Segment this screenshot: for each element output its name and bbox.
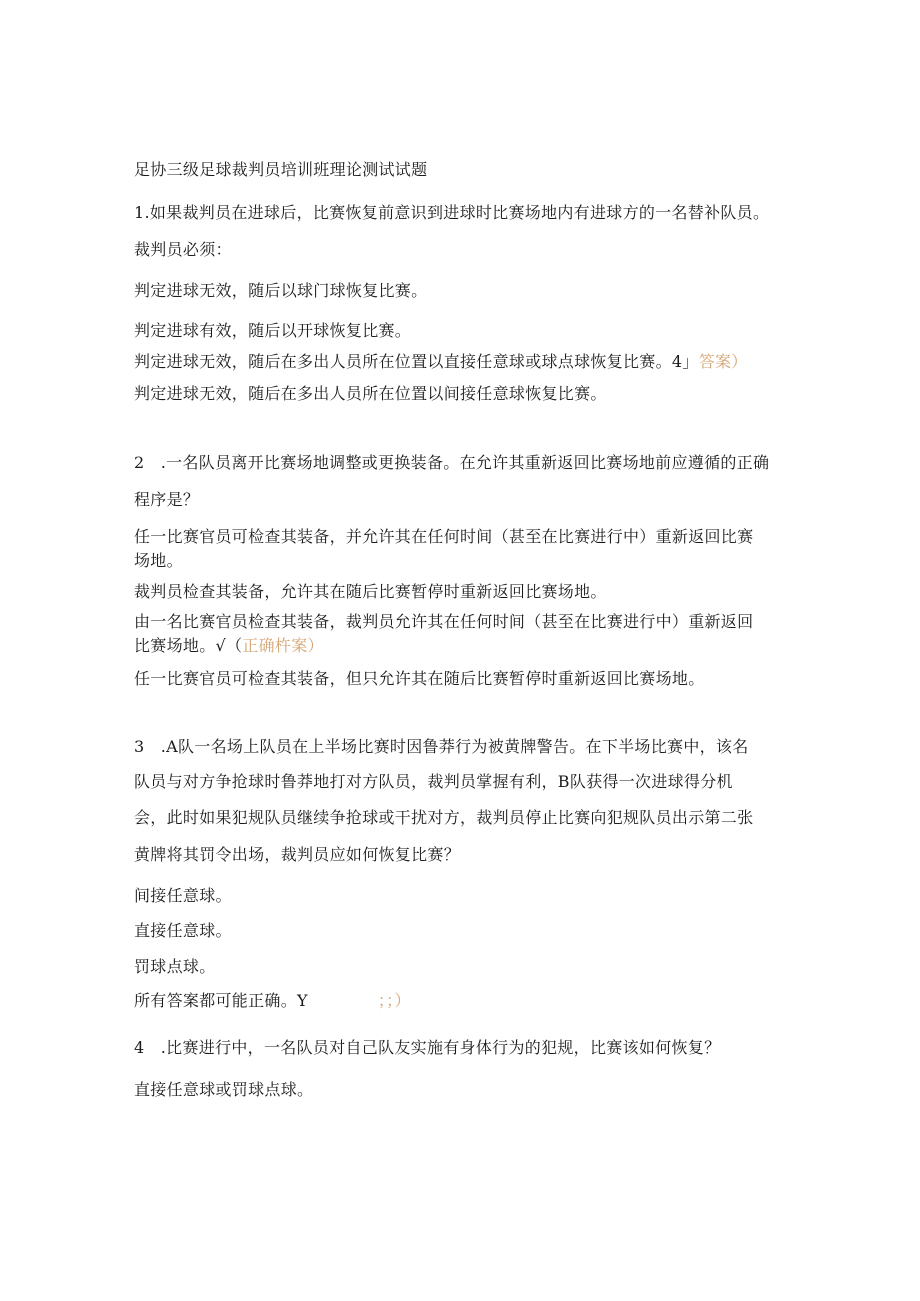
- answer-option: 直接任意球。: [134, 921, 232, 940]
- question-text: 程序是？: [134, 490, 200, 509]
- question-text: 1.如果裁判员在进球后，比赛恢复前意识到进球时比赛场地内有进球方的一名替补队员。: [134, 203, 770, 222]
- answer-mark: 正确杵案）: [242, 636, 324, 655]
- answer-option: 由一名比赛官员检查其装备，裁判员允许其在任何时间（甚至在比赛进行中）重新返回: [134, 612, 754, 631]
- answer-option: 罚球点球。: [134, 957, 216, 976]
- question-text: 4 .比赛进行中，一名队员对自己队友实施有身体行为的犯规，比赛该如何恢复？: [134, 1038, 721, 1057]
- answer-option: 判定进球无效，随后在多出人员所在位置以间接任意球恢复比赛。: [134, 384, 607, 403]
- question-text: 裁判员必须：: [134, 240, 232, 259]
- answer-option-text: 判定进球无效，随后在多出人员所在位置以直接任意球或球点球恢复比赛。4」: [134, 352, 699, 371]
- answer-option-text: 比赛场地。√（: [134, 636, 243, 655]
- question-text: 黄牌将其罚令出场，裁判员应如何恢复比赛？: [134, 845, 461, 864]
- document-title: 足协三级足球裁判员培训班理论测试试题: [134, 160, 428, 179]
- answer-option: 判定进球有效，随后以开球恢复比赛。: [134, 321, 412, 340]
- answer-option: 场地。: [134, 551, 183, 570]
- answer-option: 任一比赛官员可检查其装备，并允许其在任何时间（甚至在比赛进行中）重新返回比赛: [134, 527, 754, 546]
- question-text: 会，此时如果犯规队员继续争抢球或干扰对方，裁判员停止比赛向犯规队员出示第二张: [134, 808, 754, 827]
- question-text: 3 .A队一名场上队员在上半场比赛时因鲁莽行为被黄牌警告。在下半场比赛中，该名: [134, 737, 749, 756]
- answer-mark: ；；）: [377, 991, 411, 1010]
- answer-option-text: 所有答案都可能正确。Y: [134, 991, 308, 1010]
- answer-option: [134, 636, 324, 656]
- question-text: 2 .一名队员离开比赛场地调整或更换装备。在允许其重新返回比赛场地前应遵循的正确: [134, 453, 770, 472]
- answer-option: [134, 352, 748, 372]
- answer-option: 任一比赛官员可检查其装备，但只允许其在随后比赛暂停时重新返回比赛场地。: [134, 669, 705, 688]
- answer-option: 直接任意球或罚球点球。: [134, 1080, 314, 1099]
- answer-option: 间接任意球。: [134, 886, 232, 905]
- answer-option: [134, 991, 411, 1011]
- question-text: 队员与对方争抢球时鲁莽地打对方队员，裁判员掌握有利，B队获得一次进球得分机: [134, 772, 733, 791]
- answer-option: 判定进球无效，随后以球门球恢复比赛。: [134, 281, 428, 300]
- answer-option: 裁判员检查其装备，允许其在随后比赛暂停时重新返回比赛场地。: [134, 582, 607, 601]
- answer-mark: 答案）: [698, 352, 748, 371]
